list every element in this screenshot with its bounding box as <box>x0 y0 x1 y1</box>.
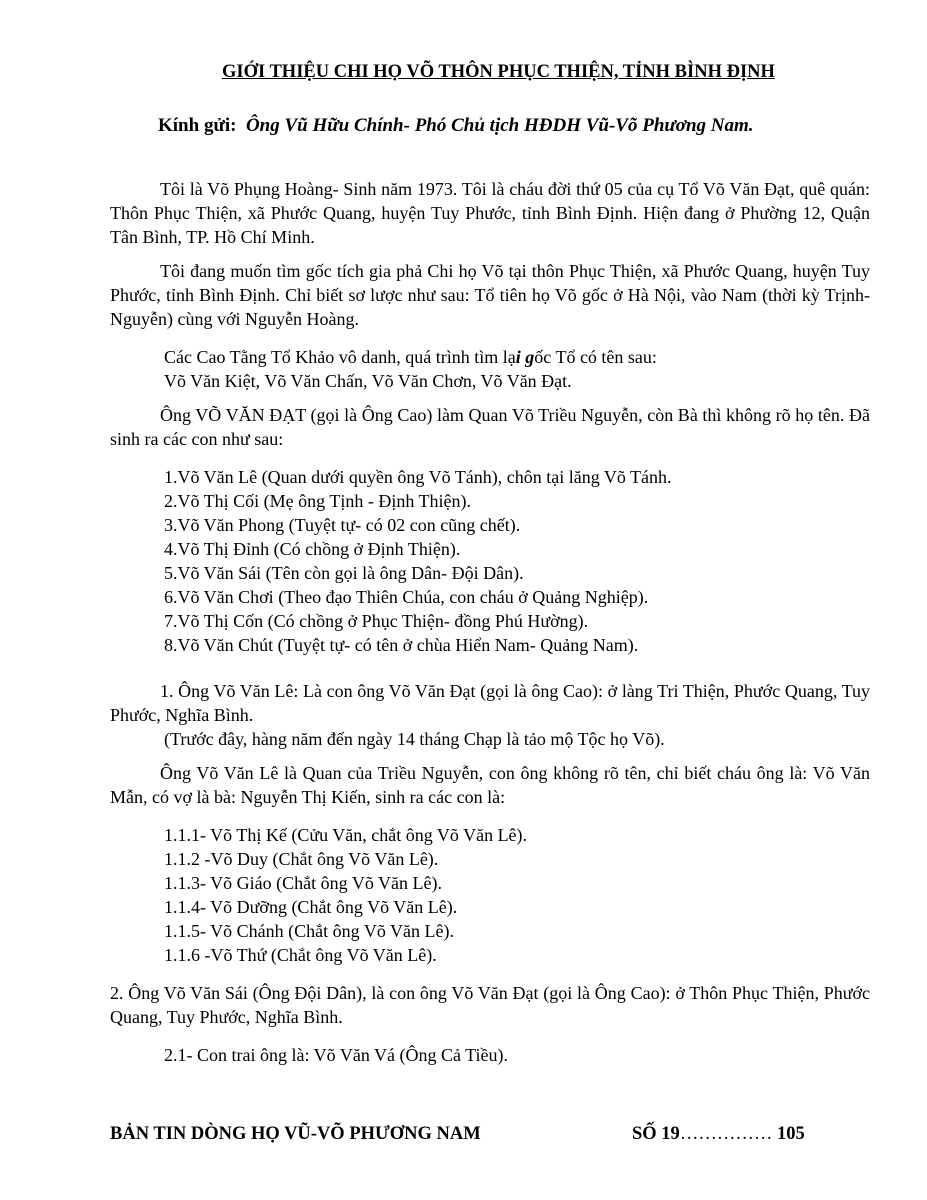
list-item: 8.Võ Văn Chút (Tuyệt tự- có tên ở chùa Hiển Nam- Quảng Nam). <box>164 635 639 655</box>
ancestors-names: Võ Văn Kiệt, Võ Văn Chấn, Võ Văn Chơn, Võ Văn Đạt. <box>164 371 572 391</box>
footer-issue: SỐ 19 <box>632 1124 680 1144</box>
list-item: 3.Võ Văn Phong (Tuyệt tự- có 02 con cũng chết). <box>164 515 521 535</box>
list-item: 1.1.4- Võ Dưỡng (Chắt ông Võ Văn Lê). <box>164 897 458 917</box>
ancestors-text-b: i g <box>515 347 535 367</box>
page-footer <box>110 1122 830 1146</box>
children-list <box>110 465 870 657</box>
list-item: 1.1.6 -Võ Thứ (Chắt ông Võ Văn Lê). <box>164 945 437 965</box>
addressee-name: Ông Vũ Hữu Chính- Phó Chủ tịch HĐDH Vũ-Võ Phương Nam. <box>245 115 754 136</box>
list-item: 4.Võ Thị Đỉnh (Có chồng ở Định Thiện). <box>164 539 461 559</box>
footer-issue-block <box>632 1122 805 1146</box>
paragraph-vo-van-sai: 2. Ông Võ Văn Sái (Ông Đội Dân), là con ông Võ Văn Đạt (gọi là Ông Cao): ở Thôn Phục Thiện, Phước Quang, Tuy Phước, Nghĩa Bình. <box>110 983 870 1027</box>
addressee-label: Kính gửi: <box>158 115 237 136</box>
paragraph-vo-van-dat: Ông VÕ VĂN ĐẠT (gọi là Ông Cao) làm Quan Võ Triều Nguyễn, còn Bà thì không rõ họ tên. Đã sinh ra các con như sau: <box>110 405 870 449</box>
footer-publication: BẢN TIN DÒNG HỌ VŨ-VÕ PHƯƠNG NAM <box>110 1124 481 1144</box>
list-item: 1.1.2 -Võ Duy (Chắt ông Võ Văn Lê). <box>164 849 439 869</box>
list-item: 5.Võ Văn Sái (Tên còn gọi là ông Dân- Đội Dân). <box>164 563 524 583</box>
paragraph-vo-van-le-desc: Ông Võ Văn Lê là Quan của Triều Nguyễn, con ông không rõ tên, chỉ biết cháu ông là: Võ Văn Mẫn, có vợ là bà: Nguyễn Thị Kiến, sinh ra các con là: <box>110 763 870 807</box>
list-item: 1.1.1- Võ Thị Kế (Cửu Văn, chắt ông Võ Văn Lê). <box>164 825 528 845</box>
list-item: 1.1.3- Võ Giáo (Chắt ông Võ Văn Lê). <box>164 873 442 893</box>
document-body <box>110 177 870 1067</box>
paragraph-ancestors <box>110 345 870 393</box>
ancestors-text-c: ốc Tổ có tên sau: <box>534 347 657 367</box>
paragraph-origin: Tôi đang muốn tìm gốc tích gia phả Chi họ Võ tại thôn Phục Thiện, xã Phước Quang, huyện Tuy Phước, tỉnh Bình Định. Chỉ biết sơ lược như sau: Tổ tiên họ Võ gốc ở Hà Nội, vào Nam (thời kỳ Trịnh- Nguyễn) cùng với Nguyễn Hoàng. <box>110 261 870 329</box>
paragraph-intro: Tôi là Võ Phụng Hoàng- Sinh năm 1973. Tôi là cháu đời thứ 05 của cụ Tổ Võ Văn Đạt, quê quán: Thôn Phục Thiện, xã Phước Quang, huyện Tuy Phước, tỉnh Bình Định. Hiện đang ở Phường 12, Quận Tân Bình, TP. Hồ Chí Minh. <box>110 179 870 247</box>
page-number: 105 <box>776 1124 805 1144</box>
addressee-line <box>158 114 858 138</box>
list-item: 1.Võ Văn Lê (Quan dưới quyền ông Võ Tánh), chôn tại lăng Võ Tánh. <box>164 467 672 487</box>
list-item: 2.Võ Thị Cối (Mẹ ông Tịnh - Định Thiện). <box>164 491 471 511</box>
list-item: 6.Võ Văn Chơi (Theo đạo Thiên Chúa, con cháu ở Quảng Nghiệp). <box>164 587 649 607</box>
paragraph-son: 2.1- Con trai ông là: Võ Văn Vá (Ông Cả Tiều). <box>164 1045 508 1065</box>
ancestors-text-a: Các Cao Tằng Tổ Khảo vô danh, quá trình tìm lạ <box>164 347 516 367</box>
page-title: GIỚI THIỆU CHI HỌ VÕ THÔN PHỤC THIỆN, TỈNH BÌNH ĐỊNH <box>222 62 775 82</box>
footer-dots: …………… <box>679 1124 773 1144</box>
paragraph-vo-van-le: 1. Ông Võ Văn Lê: Là con ông Võ Văn Đạt (gọi là ông Cao): ở làng Tri Thiện, Phước Quang, Tuy Phước, Nghĩa Bình. <box>110 681 870 725</box>
list-item: 1.1.5- Võ Chánh (Chắt ông Võ Văn Lê). <box>164 921 454 941</box>
paragraph-vo-van-le-note: (Trước đây, hàng năm đến ngày 14 tháng Chạp là tảo mộ Tộc họ Võ). <box>164 729 665 749</box>
list-item: 7.Võ Thị Cốn (Có chồng ở Phục Thiện- đồng Phú Hường). <box>164 611 589 631</box>
grandchildren-list <box>110 823 870 967</box>
